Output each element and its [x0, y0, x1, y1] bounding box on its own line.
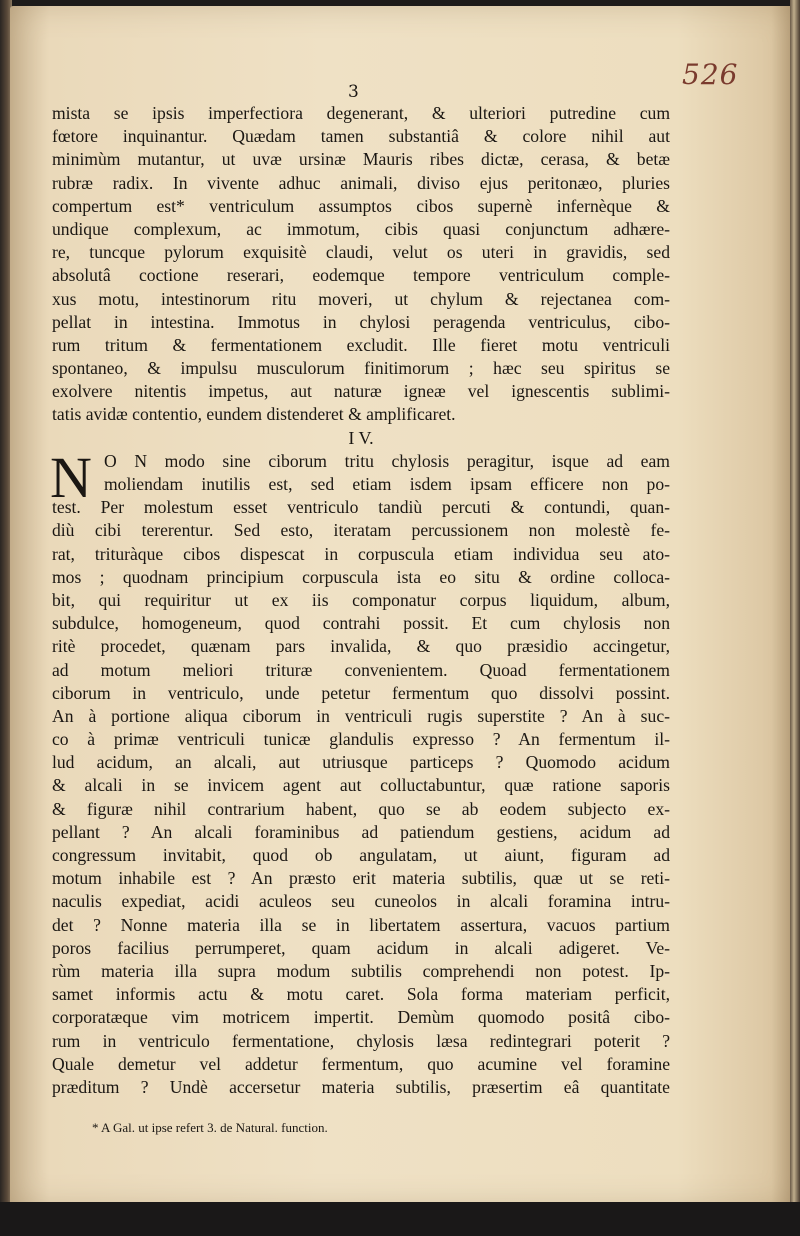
page-body	[52, 102, 670, 1099]
text-line: An à portione aliqua ciborum in ventriculi rugis superstite ? An à suc-	[52, 705, 670, 726]
text-line: bit, qui requiritur ut ex iis componatur corpus liquidum, album,	[52, 589, 670, 610]
text-line: motum inhabile est ? An præsto erit materia subtilis, quæ ut se reti-	[52, 868, 670, 889]
text-line: co à primæ ventriculi tunicæ glandulis expresso ? An fermentum il-	[52, 729, 670, 750]
text-line: & alcali in se invicem agent aut colluctabuntur, quæ ratione saporis	[52, 775, 670, 796]
text-line: corporatæque vim motricem impertit. Demùm quomodo positâ cibo-	[52, 1007, 670, 1028]
book-page	[10, 6, 795, 1206]
text-line: ritè procedet, quænam pars invalida, & quo præsidio accingetur,	[52, 636, 670, 657]
text-line: fœtore inquinantur. Quædam tamen substantiâ & colore nihil aut	[52, 126, 670, 147]
text-line: rubræ radix. In vivente adhuc animali, diviso ejus peritonæo, pluries	[52, 172, 670, 193]
text-line: test. Per molestum esset ventriculo tandiù percuti & contundi, quan-	[52, 497, 670, 518]
section-heading: I V.	[348, 427, 374, 448]
printed-page-number: 3	[348, 82, 359, 102]
text-line: pellat in intestina. Immotus in chylosi peragenda ventriculus, cibo-	[52, 311, 670, 332]
text-line: moliendam inutilis est, sed etiam isdem ipsam efficere non po-	[104, 474, 670, 494]
text-line: samet informis actu & motu caret. Sola forma materiam perficit,	[52, 984, 670, 1005]
text-line: spontaneo, & impulsu musculorum finitimorum ; hæc seu spiritus se	[52, 358, 670, 379]
paragraph-top	[52, 102, 670, 427]
text-line: re, tuncque pylorum exquisitè claudi, velut os uteri in gravidis, sed	[52, 242, 670, 263]
text-line: undique complexum, ac immotum, cibis quasi conjunctum adhære-	[52, 218, 670, 239]
text-line: tatis avidæ contentio, eundem distenderet & amplificaret.	[52, 404, 456, 425]
paragraph-section	[50, 444, 670, 1099]
text-line-content: O N modo sine ciborum tritu chylosis peragitur, isque ad eam	[104, 450, 670, 471]
text-line: poros facilius perrumperet, quam acidum in alcali adigeret. Ve-	[52, 937, 670, 958]
text-line: pellant ? An alcali foraminibus ad patiendum gestiens, acidum ad	[52, 821, 670, 842]
page-right-edge	[790, 0, 800, 1236]
text-line: præditum ? Undè accersetur materia subtilis, præsertim eâ quantitate	[52, 1076, 670, 1097]
text-line: rùm materia illa supra modum subtilis comprehendi non potest. Ip-	[52, 960, 670, 981]
text-line: rum in ventriculo fermentatione, chylosis læsa redintegrari poterit ?	[52, 1030, 670, 1051]
text-line: mos ; quodnam principium corpuscula ista eo situ & ordine colloca-	[52, 566, 670, 587]
text-line: mista se ipsis imperfectiora degenerant, & ulteriori putredine cum	[52, 103, 670, 123]
text-line: exolvere nitentis impetus, aut naturæ igneæ vel ignescentis sublimi-	[52, 381, 670, 402]
text-line: ciborum in ventriculo, unde petetur fermentum quo dissolvi possint.	[52, 682, 670, 703]
text-line: rat, trituràque cibos dispescat in corpuscula etiam individua seu ato-	[52, 543, 670, 564]
text-line: rum tritum & fermentationem excludit. Ille fieret motu ventriculi	[52, 334, 670, 355]
text-line: subdulce, homogeneum, quod contrahi possit. Et cum chylosis non	[52, 613, 670, 634]
handwritten-page-number: 526	[682, 58, 739, 91]
text-line: diù cibi tererentur. Sed esto, iteratam percussionem non molestè fe-	[52, 520, 670, 541]
footnote: * A Gal. ut ipse refert 3. de Natural. function.	[92, 1120, 328, 1135]
text-line: det ? Nonne materia illa se in libertatem assertura, vacuos partium	[52, 914, 670, 935]
text-line: congressum invitabit, quod ob angulatam, ut aiunt, figuram ad	[52, 845, 670, 865]
text-line: ad motum meliori trituræ convenientem. Quoad fermentationem	[52, 659, 670, 680]
drop-cap: N	[50, 444, 92, 510]
bottom-shadow	[0, 1202, 800, 1236]
text-line: absolutâ coctione reserari, eodemque tempore ventriculum comple-	[52, 265, 670, 286]
text-line: naculis expediat, acidi aculeos seu cuneolos in alcali foramina intru-	[52, 891, 670, 912]
text-line: Quale demetur vel addetur fermentum, quo acumine vel foramine	[52, 1053, 670, 1074]
text-line: minimùm mutantur, ut uvæ ursinæ Mauris ribes dictæ, cerasa, & betæ	[52, 149, 670, 170]
text-line: compertum est* ventriculum assumptos cibos supernè infernèque &	[52, 195, 670, 216]
text-line: xus motu, intestinorum ritu moveri, ut chylum & rejectanea com-	[52, 288, 670, 309]
text-line: & figuræ nihil contrarium habent, quo se ab eodem subjecto ex-	[52, 798, 670, 819]
text-line: lud acidum, an alcali, aut utriusque particeps ? Quomodo acidum	[52, 752, 670, 773]
